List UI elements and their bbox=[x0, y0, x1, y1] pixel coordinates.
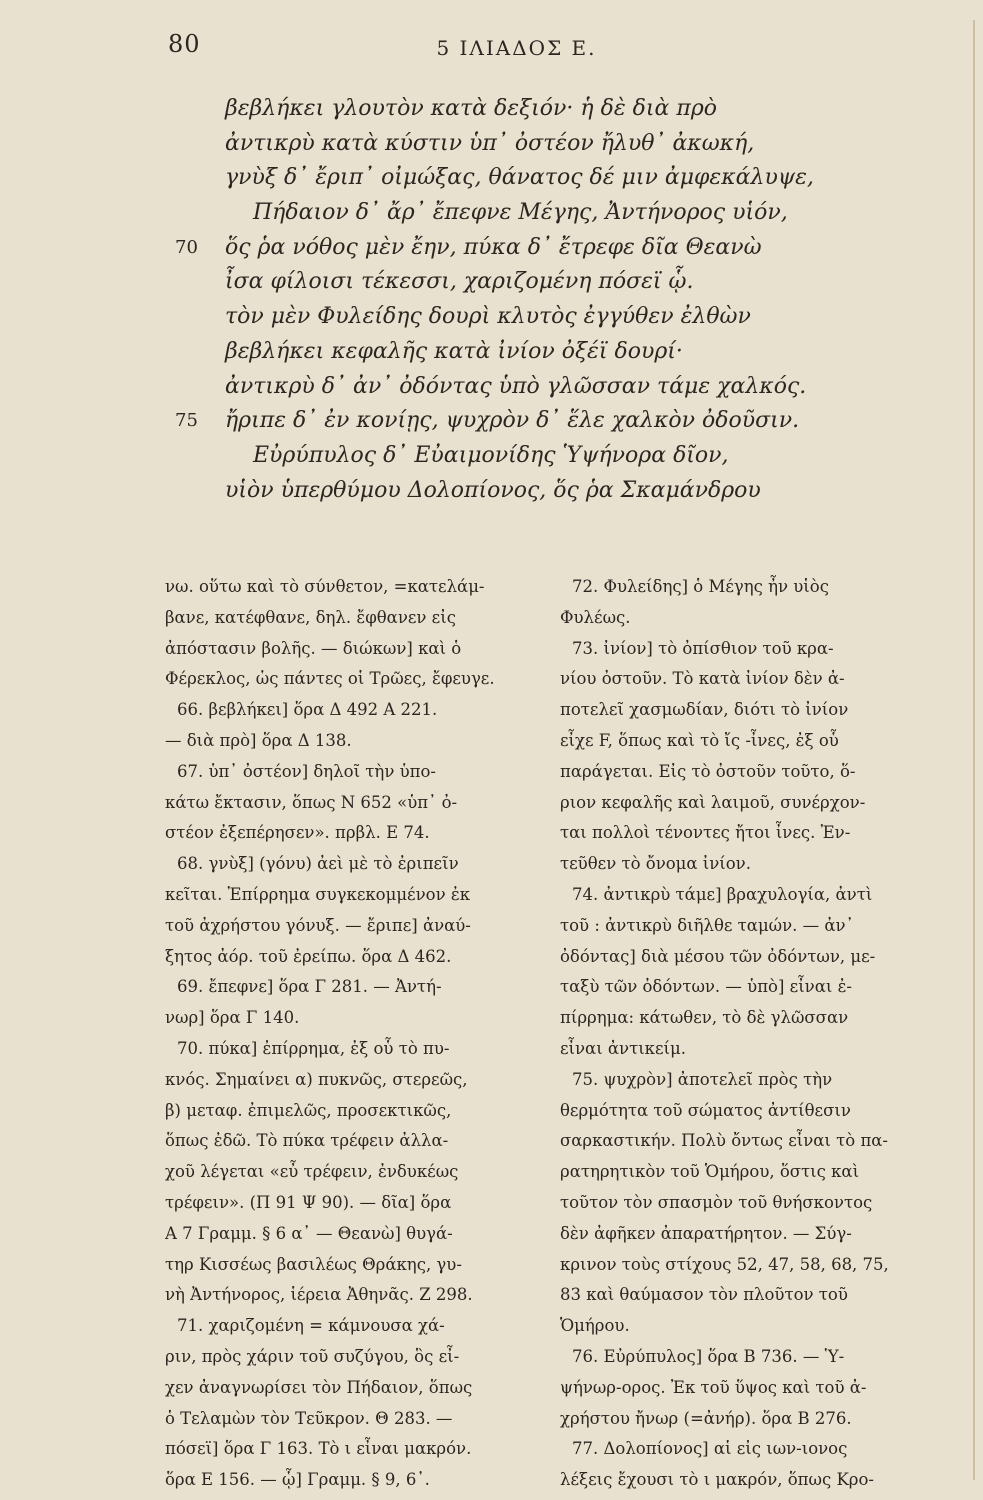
verse-text: ἤριπε δ᾽ ἐν κονίῃς, ψυχρὸν δ᾽ ἕλε χαλκὸν ὀδοῦσιν. bbox=[225, 408, 800, 434]
commentary-line: στέον ἐξεπέρησεν». πρβλ. Ε 74. bbox=[165, 823, 430, 843]
commentary-line: τρέφειν». (Π 91 Ψ 90). — δῖα] ὅρα bbox=[165, 1192, 452, 1212]
verse-line bbox=[225, 161, 865, 196]
commentary-line: πίρρημα: κάτωθεν, τὸ δὲ γλῶσσαν bbox=[560, 1008, 849, 1028]
verse-line bbox=[225, 439, 865, 474]
commentary-line: 75. ψυχρὸν] ἀποτελεῖ πρὸς τὴν bbox=[572, 1069, 833, 1089]
commentary-line: νίου ὀστοῦν. Τὸ κατὰ ἰνίον δὲν ἀ- bbox=[560, 669, 845, 689]
commentary-line: παράγεται. Εἰς τὸ ὀστοῦν τοῦτο, ὅ- bbox=[560, 761, 856, 781]
commentary-line: βανε, κατέφθανε, δηλ. ἔφθανεν εἰς bbox=[165, 607, 456, 627]
commentary-line: — διὰ πρὸ] ὅρα Δ 138. bbox=[165, 730, 352, 750]
verse-text: Εὐρύπυλος δ᾽ Εὐαιμονίδης Ὑψήνορα δῖον, bbox=[253, 442, 729, 468]
commentary-line: θερμότητα τοῦ σώματος ἀντίθεσιν bbox=[560, 1100, 851, 1120]
verse-line bbox=[225, 265, 865, 300]
commentary-left-column bbox=[165, 572, 510, 1496]
commentary-line: Α 7 Γραμμ. § 6 α᾽ — Θεανὼ] θυγά- bbox=[165, 1223, 453, 1243]
commentary-line: 74. ἀντικρὺ τάμε] βραχυλογία, ἀντὶ bbox=[572, 884, 873, 904]
verse-text: βεβλήκει γλουτὸν κατὰ δεξιόν· ἡ δὲ διὰ πρὸ bbox=[225, 96, 717, 121]
commentary-line: 71. χαριζομένη = κάμνουσα χά- bbox=[177, 1316, 445, 1336]
commentary-line: πόσεϊ] ὅρα Γ 163. Τὸ ι εἶναι μακρόν. bbox=[165, 1439, 472, 1459]
verse-line bbox=[225, 92, 865, 127]
verse-line bbox=[225, 335, 865, 370]
verse-text: τὸν μὲν Φυλείδης δουρὶ κλυτὸς ἐγγύθεν ἐλθὼν bbox=[225, 304, 751, 330]
commentary-line: ξητος ἀόρ. τοῦ ἐρείπω. ὅρα Δ 462. bbox=[165, 946, 452, 966]
commentary-right-column bbox=[560, 572, 910, 1496]
commentary-line: δὲν ἀφῆκεν ἀπαρατήρητον. — Σύγ- bbox=[560, 1223, 852, 1243]
commentary-line: ὅρα Ε 156. — ᾧ] Γραμμ. § 9, 6᾽. bbox=[165, 1470, 430, 1490]
commentary-line: τοῦ : ἀντικρὺ διῆλθε ταμών. — ἀν᾽ bbox=[560, 915, 854, 935]
commentary-line: κεῖται. Ἐπίρρημα συγκεκομμένον ἐκ bbox=[165, 884, 471, 904]
verse-text: ἀντικρὺ δ᾽ ἀν᾽ ὀδόντας ὑπὸ γλῶσσαν τάμε χαλκός. bbox=[225, 373, 807, 399]
commentary-line: τεῦθεν τὸ ὄνομα ἰνίον. bbox=[560, 854, 751, 874]
verse-line bbox=[225, 300, 865, 335]
verse-block bbox=[175, 92, 865, 508]
commentary-line: νω. οὕτω καὶ τὸ σύνθετον, =κατελάμ- bbox=[165, 577, 485, 596]
commentary-line: Φυλέως. bbox=[560, 607, 631, 627]
verse-line bbox=[175, 404, 865, 439]
line-number: 70 bbox=[175, 236, 198, 258]
verse-line bbox=[225, 196, 865, 231]
commentary-line: χεν ἀναγνωρίσει τὸν Πήδαιον, ὅπως bbox=[165, 1377, 473, 1397]
commentary-line: 66. βεβλήκει] ὅρα Δ 492 Α 221. bbox=[177, 700, 438, 720]
verse-line bbox=[225, 474, 865, 509]
commentary-line: 68. γνὺξ] (γόνυ) ἀεὶ μὲ τὸ ἐριπεῖν bbox=[177, 854, 459, 874]
commentary-line: Ὁμήρου. bbox=[560, 1316, 630, 1336]
commentary-line: ριν, πρὸς χάριν τοῦ συζύγου, ὃς εἶ- bbox=[165, 1346, 460, 1366]
commentary-line: σαρκαστικήν. Πολὺ ὄντως εἶναι τὸ πα- bbox=[560, 1131, 889, 1151]
commentary-line: 69. ἔπεφνε] ὅρα Γ 281. — Ἀντή- bbox=[177, 977, 442, 997]
verse-text: υἱὸν ὑπερθύμου Δολοπίονος, ὅς ῥα Σκαμάνδρου bbox=[225, 477, 761, 503]
commentary-line: κρινον τοὺς στίχους 52, 47, 58, 68, 75, bbox=[560, 1254, 889, 1274]
commentary-line: εἶναι ἀντικείμ. bbox=[560, 1038, 686, 1058]
commentary-line: β) μεταφ. ἐπιμελῶς, προσεκτικῶς, bbox=[165, 1100, 452, 1120]
commentary-line: εἶχε F, ὅπως καὶ τὸ ἴς -ἶνες, ἐξ οὗ bbox=[560, 730, 839, 750]
commentary-line: τοῦ ἀχρήστου γόνυξ. — ἔριπε] ἀναύ- bbox=[165, 915, 471, 935]
commentary-line: ἀπόστασιν βολῆς. — διώκων] καὶ ὁ bbox=[165, 638, 462, 658]
commentary-line: τηρ Κισσέως βασιλέως Θράκης, γυ- bbox=[165, 1254, 462, 1274]
commentary-line: ὀδόντας] διὰ μέσου τῶν ὀδόντων, με- bbox=[560, 946, 876, 966]
commentary-line: ὅπως ἐδῶ. Τὸ πύκα τρέφειν ἀλλα- bbox=[165, 1131, 449, 1151]
commentary-line: 67. ὑπ᾽ ὀστέον] δηλοῖ τὴν ὑπο- bbox=[177, 761, 436, 781]
commentary-line: 76. Εὐρύπυλος] ὅρα Β 736. — Ὑ- bbox=[572, 1346, 845, 1366]
commentary-line: λέξεις ἔχουσι τὸ ι μακρόν, ὅπως Κρο- bbox=[560, 1470, 874, 1490]
commentary-line: χρήστου ἤνωρ (=ἀνήρ). ὅρα Β 276. bbox=[560, 1408, 852, 1428]
line-number: 75 bbox=[175, 410, 198, 432]
verse-text: Πήδαιον δ᾽ ἄρ᾽ ἔπεφνε Μέγης, Ἀντήνορος υἱόν, bbox=[253, 200, 788, 226]
commentary-line: νωρ] ὅρα Γ 140. bbox=[165, 1008, 300, 1028]
page-edge-rule bbox=[973, 20, 975, 1480]
commentary-line: 70. πύκα] ἐπίρρημα, ἐξ οὗ τὸ πυ- bbox=[177, 1038, 450, 1058]
commentary-line: ταξὺ τῶν ὀδόντων. — ὑπὸ] εἶναι ἐ- bbox=[560, 977, 852, 997]
commentary-line: ρατηρητικὸν τοῦ Ὁμήρου, ὅστις καὶ bbox=[560, 1162, 860, 1182]
commentary-line: 77. Δολοπίονος] αἱ εἰς ιων-ιονος bbox=[572, 1439, 848, 1459]
verse-text: γνὺξ δ᾽ ἔριπ᾽ οἰμώξας, θάνατος δέ μιν ἀμφεκάλυψε, bbox=[225, 165, 814, 191]
verse-text: ὅς ῥα νόθος μὲν ἔην, πύκα δ᾽ ἔτρεφε δῖα Θεανὼ bbox=[225, 234, 762, 260]
commentary-line: ὁ Τελαμὼν τὸν Τεῦκρον. Θ 283. — bbox=[165, 1408, 453, 1428]
running-head: 5 ΙΛΙΑΔΟΣ Ε. bbox=[436, 36, 597, 60]
verse-line bbox=[225, 370, 865, 405]
page-number: 80 bbox=[168, 30, 201, 58]
commentary-line: τοῦτον τὸν σπασμὸν τοῦ θνήσκοντος bbox=[560, 1192, 873, 1212]
commentary-line: 83 καὶ θαύμασον τὸν πλοῦτον τοῦ bbox=[560, 1285, 848, 1305]
commentary-line: ριον κεφαλῆς καὶ λαιμοῦ, συνέρχον- bbox=[560, 792, 866, 812]
verse-text: βεβλήκει κεφαλῆς κατὰ ἰνίον ὀξέϊ δουρί· bbox=[225, 338, 683, 364]
commentary-line: ται πολλοὶ τένοντες ἤτοι ἶνες. Ἐν- bbox=[560, 823, 851, 843]
commentary-line: χοῦ λέγεται «εὖ τρέφειν, ἐνδυκέως bbox=[165, 1162, 459, 1182]
commentary-line: 72. Φυλείδης] ὁ Μέγης ἦν υἱὸς bbox=[572, 577, 829, 596]
commentary-line: Φέρεκλος, ὡς πάντες οἱ Τρῶες, ἔφευγε. bbox=[165, 669, 495, 689]
verse-text: ἀντικρὺ κατὰ κύστιν ὑπ᾽ ὀστέον ἤλυθ᾽ ἀκωκή, bbox=[225, 130, 755, 156]
verse-line bbox=[225, 127, 865, 162]
commentary-line: κνός. Σημαίνει α) πυκνῶς, στερεῶς, bbox=[165, 1069, 468, 1089]
commentary-line: νὴ Ἀντήνορος, ἱέρεια Ἀθηνᾶς. Ζ 298. bbox=[165, 1285, 473, 1305]
commentary-line: ψήνωρ-ορος. Ἐκ τοῦ ὕψος καὶ τοῦ ἀ- bbox=[560, 1377, 867, 1397]
verse-line bbox=[175, 231, 865, 266]
commentary-line: κάτω ἔκτασιν, ὅπως Ν 652 «ὑπ᾽ ὀ- bbox=[165, 792, 458, 812]
commentary-line: 73. ἰνίον] τὸ ὀπίσθιον τοῦ κρα- bbox=[572, 638, 834, 658]
verse-text: ἶσα φίλοισι τέκεσσι, χαριζομένη πόσεϊ ᾧ. bbox=[225, 269, 694, 295]
commentary-line: ποτελεῖ χασμωδίαν, διότι τὸ ἰνίον bbox=[560, 700, 849, 720]
